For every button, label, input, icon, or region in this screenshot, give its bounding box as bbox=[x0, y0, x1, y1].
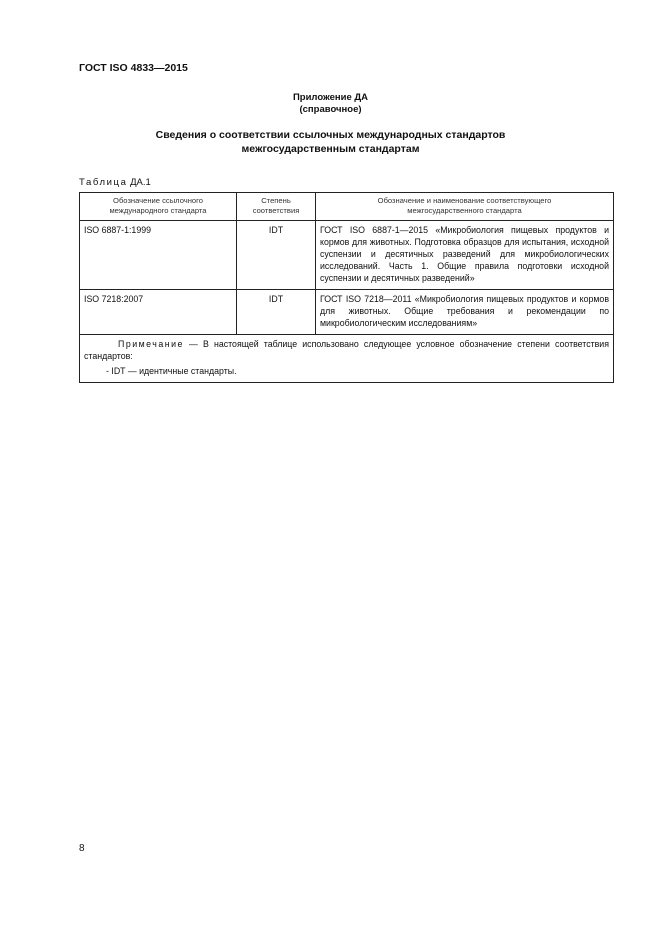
annex-title-line2: межгосударственным стандартам bbox=[241, 143, 420, 155]
cell-intl-standard: ISO 7218:2007 bbox=[80, 290, 237, 335]
note-list-item: - IDT — идентичные стандарты. bbox=[106, 366, 237, 376]
header-interstate-line1: Обозначение и наименование соответствующего bbox=[377, 196, 552, 205]
note-text bbox=[84, 338, 609, 362]
correspondence-table bbox=[79, 192, 614, 383]
header-intl-standard bbox=[80, 193, 237, 221]
header-intl-line1: Обозначение ссылочного bbox=[113, 196, 203, 205]
document-id: ГОСТ ISO 4833—2015 bbox=[79, 62, 188, 74]
note-label: Примечание bbox=[118, 339, 184, 349]
cell-interstate-standard: ГОСТ ISO 7218—2011 «Микробиология пищевых продуктов и кормов для животных. Общие требования и рекомендации по микробиологическим исследованиям» bbox=[316, 290, 614, 335]
header-intl-line2: международного стандарта bbox=[109, 206, 207, 215]
page-number: 8 bbox=[79, 843, 85, 854]
table-caption-number: ДА.1 bbox=[130, 177, 151, 188]
table-caption-word: Таблица bbox=[79, 177, 128, 188]
table-header-row bbox=[80, 193, 614, 221]
annex-status: (справочное) bbox=[299, 104, 362, 115]
annex-heading bbox=[0, 92, 661, 116]
header-degree-line1: Степень bbox=[261, 196, 291, 205]
table-row bbox=[80, 290, 614, 335]
table-row bbox=[80, 221, 614, 290]
header-degree-line2: соответствия bbox=[252, 206, 300, 215]
annex-title-line1: Сведения о соответствии ссылочных международных стандартов bbox=[155, 129, 506, 141]
cell-degree: IDT bbox=[237, 221, 316, 290]
header-interstate-line2: межгосударственного стандарта bbox=[407, 206, 522, 215]
table-caption bbox=[79, 177, 151, 188]
annex-label: Приложение ДА bbox=[292, 92, 369, 103]
table-note bbox=[80, 335, 614, 383]
header-interstate-standard bbox=[316, 193, 614, 221]
table-note-row bbox=[80, 335, 614, 383]
cell-degree: IDT bbox=[237, 290, 316, 335]
note-body: — В настоящей таблице использовано следующее условное обозначение степени соответствия стандартов: bbox=[84, 339, 609, 361]
cell-interstate-standard: ГОСТ ISO 6887-1—2015 «Микробиология пищевых продуктов и кормов для животных. Подготовка образцов для испытания, исходной суспензии и десятичных разведений для микробиологических исследований. Часть 1. Общие правила подготовки исходной суспензии и десятичных разведений» bbox=[316, 221, 614, 290]
annex-title bbox=[0, 128, 661, 156]
header-degree bbox=[237, 193, 316, 221]
cell-intl-standard: ISO 6887-1:1999 bbox=[80, 221, 237, 290]
